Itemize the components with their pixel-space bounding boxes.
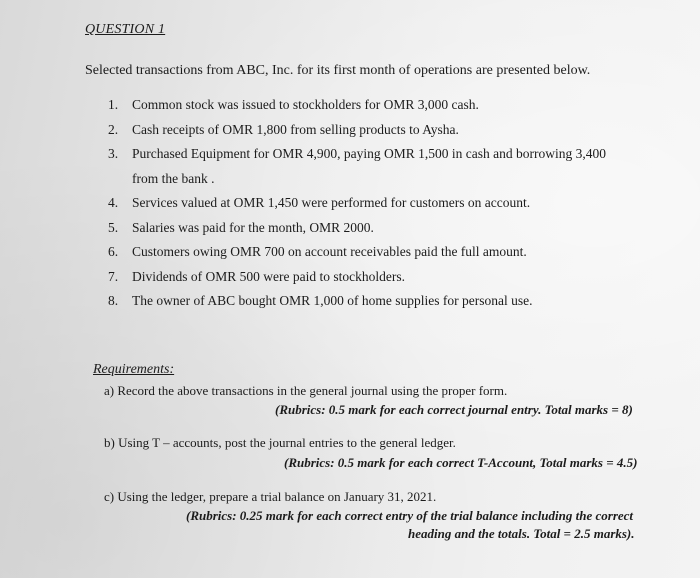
item-text: Dividends of OMR 500 were paid to stockholders. [132, 268, 405, 284]
list-item [108, 191, 668, 216]
requirement-c-text: c) Using the ledger, prepare a trial balance on January 31, 2021. [104, 489, 437, 504]
item-text: Cash receipts of OMR 1,800 from selling products to Aysha. [132, 121, 459, 137]
item-number: 3. [108, 146, 119, 161]
item-number: 7. [108, 268, 119, 284]
item-text: The owner of ABC bought OMR 1,000 of home supplies for personal use. [132, 293, 533, 309]
item-number: 8. [108, 293, 119, 309]
intro-text: Selected transactions from ABC, Inc. for its first month of operations are presented below. [85, 63, 591, 78]
requirement-b-text: b) Using T – accounts, post the journal entries to the general ledger. [104, 435, 456, 450]
item-number: 1. [108, 97, 119, 113]
requirement-b-rubric: (Rubrics: 0.5 mark for each correct T-Account, Total marks = 4.5) [284, 455, 638, 470]
requirement-c-rubric-line2: heading and the totals. Total = 2.5 marks). [408, 526, 635, 541]
item-text: Salaries was paid for the month, OMR 2000. [132, 219, 374, 235]
requirements-title: Requirements: [93, 362, 175, 377]
list-item [108, 216, 668, 241]
item-text: Services valued at OMR 1,450 were performed for customers on account. [132, 195, 531, 211]
transaction-list [108, 93, 668, 314]
list-item [108, 265, 668, 290]
item-number: 4. [108, 195, 119, 211]
item-text: Customers owing OMR 700 on account receivables paid the full amount. [132, 244, 527, 260]
requirement-a-text: a) Record the above transactions in the general journal using the proper form. [104, 383, 508, 398]
item-number: 6. [108, 244, 119, 260]
item-text: Purchased Equipment for OMR 4,900, paying OMR 1,500 in cash and borrowing 3,400 from the bank . [132, 146, 606, 186]
list-item [108, 240, 668, 265]
list-item [108, 289, 668, 314]
requirement-a-rubric: (Rubrics: 0.5 mark for each correct journal entry. Total marks = 8) [275, 402, 633, 417]
list-item [108, 93, 668, 118]
requirement-c-rubric-line1: (Rubrics: 0.25 mark for each correct entry of the trial balance including the correct [186, 508, 634, 523]
question-title: QUESTION 1 [85, 22, 166, 37]
list-item [108, 118, 668, 143]
item-text: Common stock was issued to stockholders for OMR 3,000 cash. [132, 97, 479, 113]
item-number: 5. [108, 219, 119, 235]
list-item [108, 142, 668, 191]
item-number: 2. [108, 121, 119, 137]
